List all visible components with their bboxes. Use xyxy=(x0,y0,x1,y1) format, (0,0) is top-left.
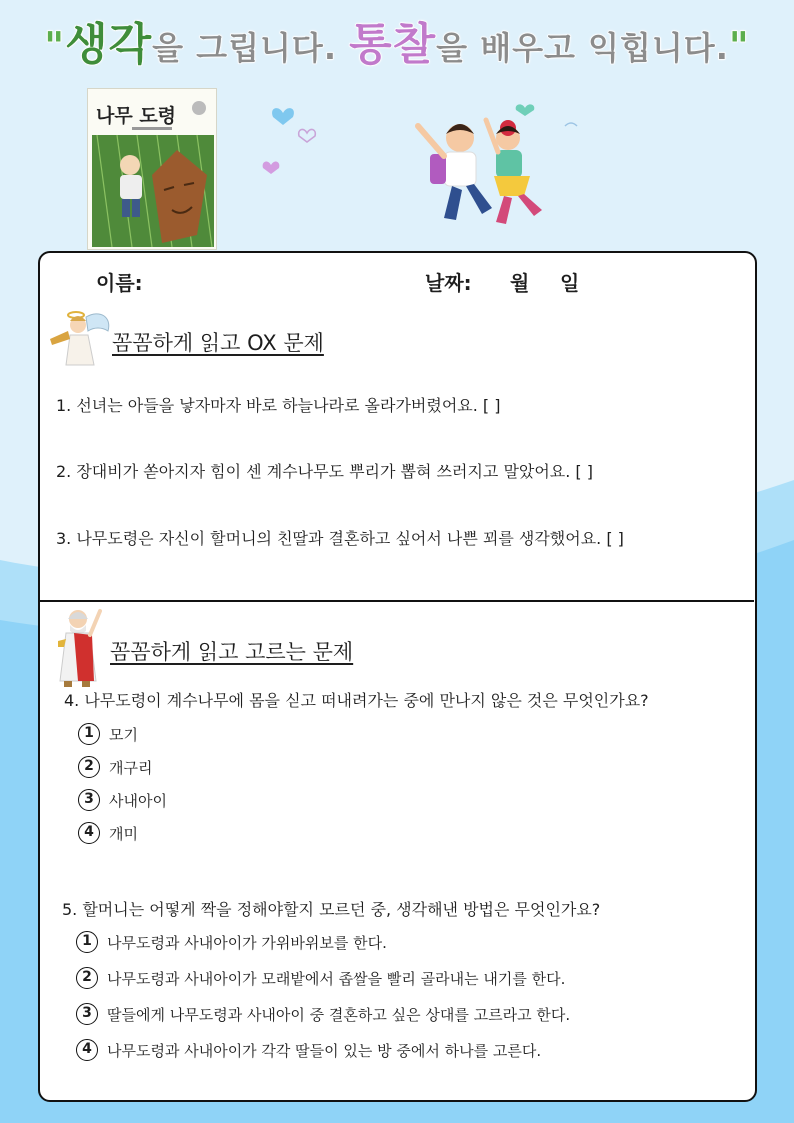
running-kids-illustration xyxy=(400,90,580,250)
q5-option-2[interactable] xyxy=(76,967,565,989)
book-subtitle-line xyxy=(132,127,172,130)
title-text-1: 을 그립니다. xyxy=(152,29,350,67)
option-text: 딸들에게 나무도령과 사내아이 중 결혼하고 싶은 상대를 고르라고 한다. xyxy=(107,1005,571,1024)
option-number: 1 xyxy=(78,723,100,745)
title-quote-close: " xyxy=(728,24,750,68)
mc-question-4: 4. 나무도령이 계수나무에 몸을 싣고 떠내려가는 중에 만나지 않은 것은 무엇인가요? xyxy=(64,691,649,710)
q5-option-1[interactable] xyxy=(76,931,387,953)
q4-option-2[interactable] xyxy=(78,756,152,778)
book-title: 나무 도령 xyxy=(96,105,177,127)
option-text: 개구리 xyxy=(109,758,153,777)
q4-option-1[interactable] xyxy=(78,723,138,745)
section-divider xyxy=(40,600,754,602)
option-text: 나무도령과 사내아이가 가위바위보를 한다. xyxy=(107,933,387,952)
title-quote-open: " xyxy=(44,24,66,68)
title-word-think: 생각 xyxy=(65,19,153,70)
day-label: 일 xyxy=(560,271,580,295)
option-number: 3 xyxy=(78,789,100,811)
option-number: 2 xyxy=(78,756,100,778)
ox-question-3: 3. 나무도령은 자신이 할머니의 친딸과 결혼하고 싶어서 나쁜 꾀를 생각했어요. [ ] xyxy=(56,529,624,548)
name-label: 이름: xyxy=(96,271,143,295)
title-word-insight: 통찰 xyxy=(349,19,437,70)
book-badge-icon xyxy=(192,101,206,115)
mc-question-5: 5. 할머니는 어떻게 짝을 정해야할지 모르던 중, 생각해낸 방법은 무엇인가요? xyxy=(62,900,601,919)
q4-option-4[interactable] xyxy=(78,822,138,844)
ox-question-1: 1. 선녀는 아들을 낳자마자 바로 하늘나라로 올라가버렸어요. [ ] xyxy=(56,396,501,415)
q4-option-3[interactable] xyxy=(78,789,167,811)
date-label: 날짜: xyxy=(425,271,472,295)
option-number: 3 xyxy=(76,1003,98,1025)
section2-title: 꼼꼼하게 읽고 고르는 문제 xyxy=(110,640,354,664)
option-text: 나무도령과 사내아이가 모래밭에서 좁쌀을 빨리 골라내는 내기를 한다. xyxy=(107,969,566,988)
option-text: 나무도령과 사내아이가 각각 딸들이 있는 방 중에서 하나를 고른다. xyxy=(107,1041,542,1060)
option-number: 4 xyxy=(78,822,100,844)
month-label: 월 xyxy=(510,271,530,295)
option-number: 2 xyxy=(76,967,98,989)
angel-trumpet-icon xyxy=(48,309,114,371)
option-text: 모기 xyxy=(109,725,138,744)
worksheet-card xyxy=(38,251,757,1102)
ox-question-2: 2. 장대비가 쏟아지자 힘이 센 계수나무도 뿌리가 뽑혀 쓰러지고 말았어요. [ ] xyxy=(56,462,594,481)
title-text-2: 을 배우고 익힙니다. xyxy=(436,29,729,67)
option-number: 4 xyxy=(76,1039,98,1061)
q5-option-3[interactable] xyxy=(76,1003,570,1025)
page-title xyxy=(0,20,794,73)
option-text: 사내아이 xyxy=(109,791,167,810)
hearts-decoration xyxy=(255,95,345,185)
q5-option-4[interactable] xyxy=(76,1039,541,1061)
greek-figure-icon xyxy=(52,605,104,691)
book-illustration xyxy=(92,135,214,247)
option-text: 개미 xyxy=(109,824,138,843)
section1-title: 꼼꼼하게 읽고 OX 문제 xyxy=(112,331,324,355)
option-number: 1 xyxy=(76,931,98,953)
book-cover-image xyxy=(87,88,217,250)
